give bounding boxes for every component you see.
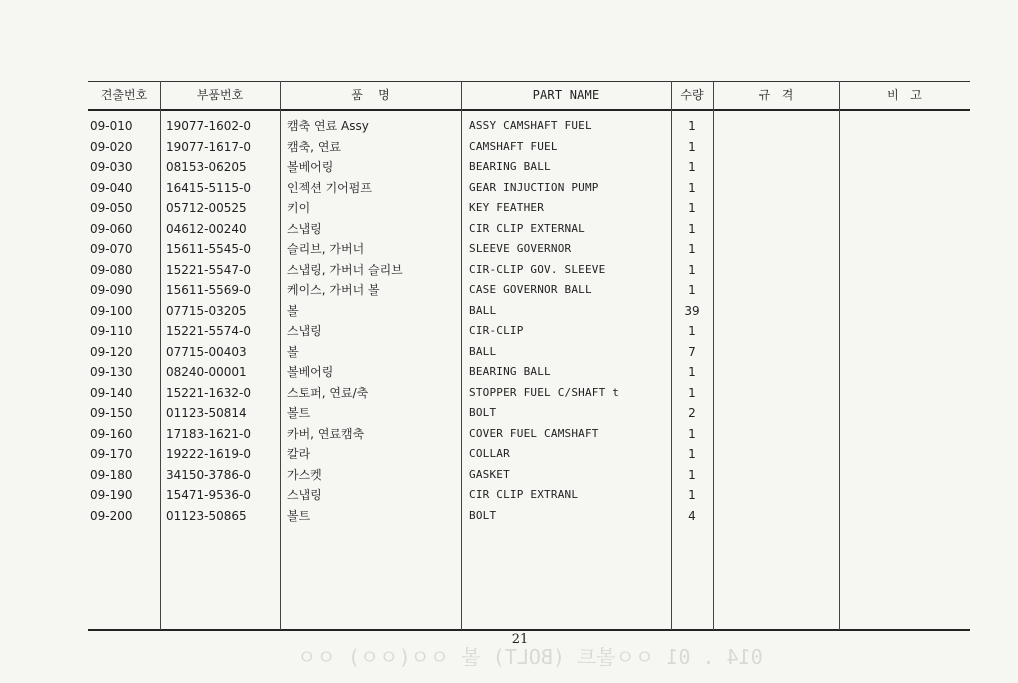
cell-part-no: 15221-1632-0	[166, 385, 252, 400]
cell-quantity: 1	[688, 467, 696, 482]
cell-name-korean: 스냅링	[287, 488, 322, 502]
cell-name-korean: 슬리브, 가버너	[287, 242, 365, 256]
cell-name-korean: 캠축, 연료	[287, 139, 341, 154]
cell-position-no: 09-040	[90, 180, 133, 195]
cell-position-no: 09-100	[90, 303, 133, 318]
bleed-through-text: 014 . 01 ㅇㅇ볼트 (BOLT) 볼 ㅇㅇ(ㅇㅇ) ㅇㅇ	[297, 645, 763, 669]
cell-position-no: 09-080	[90, 262, 133, 277]
cell-part-name: SLEEVE GOVERNOR	[469, 242, 572, 255]
cell-part-no: 07715-00403	[166, 344, 247, 359]
cell-quantity: 1	[688, 201, 696, 215]
cell-part-name: BALL	[469, 303, 497, 317]
cell-part-no: 34150-3786-0	[166, 467, 252, 482]
cell-part-name: COLLAR	[469, 447, 510, 460]
cell-position-no: 09-140	[90, 385, 133, 400]
cell-part-name: COVER FUEL CAMSHAFT	[469, 426, 599, 440]
bottom-rule	[88, 629, 970, 631]
cell-position-no: 09-130	[90, 365, 133, 379]
cell-part-no: 01123-50865	[166, 508, 247, 523]
cell-part-no: 19077-1617-0	[166, 139, 252, 154]
cell-quantity: 1	[688, 385, 696, 400]
cell-position-no: 09-170	[90, 447, 133, 461]
cell-quantity: 1	[688, 139, 696, 154]
cell-part-name: CASE GOVERNOR BALL	[469, 283, 592, 296]
cell-quantity: 1	[688, 324, 696, 338]
cell-quantity: 1	[688, 365, 696, 379]
cell-name-korean: 볼	[287, 303, 299, 318]
cell-name-korean: 스토퍼, 연료/축	[287, 385, 369, 400]
header-part-name: PART NAME	[532, 88, 600, 102]
cell-part-name: BEARING BALL	[469, 365, 551, 378]
cell-quantity: 1	[688, 242, 696, 256]
cell-part-no: 15471-9536-0	[166, 488, 252, 502]
cell-part-name: KEY FEATHER	[469, 201, 545, 214]
cell-quantity: 39	[684, 303, 700, 318]
cell-position-no: 09-070	[90, 242, 133, 256]
col-divider	[280, 81, 281, 630]
cell-position-no: 09-050	[90, 201, 133, 215]
cell-position-no: 09-020	[90, 139, 133, 154]
cell-part-no: 08240-00001	[166, 365, 247, 379]
header-name-korean: 품 명	[351, 88, 390, 102]
header-remarks: 비 고	[887, 88, 922, 102]
cell-part-no: 15221-5574-0	[166, 324, 252, 338]
cell-quantity: 1	[688, 221, 696, 236]
cell-part-name: CAMSHAFT FUEL	[469, 139, 558, 153]
cell-part-no: 17183-1621-0	[166, 426, 252, 441]
cell-part-no: 04612-00240	[166, 221, 247, 236]
cell-part-no: 19077-1602-0	[166, 119, 252, 133]
col-divider	[713, 81, 714, 630]
cell-quantity: 1	[688, 447, 696, 461]
cell-name-korean: 볼트	[287, 508, 311, 523]
cell-part-no: 08153-06205	[166, 160, 247, 174]
cell-part-no: 07715-03205	[166, 303, 247, 318]
cell-part-name: BOLT	[469, 508, 497, 522]
cell-quantity: 2	[688, 406, 696, 420]
cell-part-no: 15611-5545-0	[166, 242, 252, 256]
cell-part-name: CIR-CLIP	[469, 324, 524, 337]
header-spec: 규 격	[758, 88, 794, 102]
cell-name-korean: 인젝션 기어펌프	[287, 180, 372, 195]
cell-name-korean: 볼베어링	[287, 160, 334, 174]
cell-quantity: 7	[688, 344, 696, 359]
cell-name-korean: 키이	[287, 201, 311, 215]
cell-quantity: 1	[688, 180, 696, 195]
cell-name-korean: 카버, 연료캠축	[287, 426, 365, 441]
cell-part-name: BOLT	[469, 406, 497, 419]
header-quantity: 수량	[680, 88, 704, 102]
cell-position-no: 09-160	[90, 426, 133, 441]
cell-position-no: 09-200	[90, 508, 133, 523]
cell-name-korean: 스냅링	[287, 221, 322, 236]
cell-quantity: 1	[688, 283, 696, 297]
cell-part-name: BEARING BALL	[469, 160, 551, 173]
page-number: 21	[511, 632, 529, 647]
cell-name-korean: 볼트	[287, 406, 311, 420]
cell-position-no: 09-110	[90, 324, 133, 338]
cell-quantity: 1	[688, 119, 696, 133]
col-divider	[461, 81, 462, 630]
cell-name-korean: 케이스, 가버너 볼	[287, 283, 380, 297]
cell-name-korean: 가스켓	[287, 467, 322, 482]
cell-quantity: 1	[688, 488, 696, 502]
cell-quantity: 1	[688, 160, 696, 174]
cell-part-name: CIR-CLIP GOV. SLEEVE	[469, 262, 606, 276]
cell-name-korean: 볼베어링	[287, 365, 334, 379]
cell-name-korean: 캠축 연료 Assy	[287, 119, 369, 133]
cell-part-no: 05712-00525	[166, 201, 247, 215]
cell-position-no: 09-150	[90, 406, 133, 420]
cell-position-no: 09-190	[90, 488, 133, 502]
col-divider	[839, 81, 840, 630]
cell-position-no: 09-010	[90, 119, 133, 133]
cell-part-no: 15611-5569-0	[166, 283, 252, 297]
cell-quantity: 4	[688, 508, 696, 523]
cell-part-name: GEAR INJUCTION PUMP	[469, 180, 599, 194]
cell-quantity: 1	[688, 426, 696, 441]
cell-position-no: 09-060	[90, 221, 133, 236]
cell-part-no: 01123-50814	[166, 406, 247, 420]
cell-position-no: 09-180	[90, 467, 133, 482]
cell-part-no: 15221-5547-0	[166, 262, 252, 277]
header-part-no: 부품번호	[196, 88, 244, 102]
cell-quantity: 1	[688, 262, 696, 277]
cell-part-no: 19222-1619-0	[166, 447, 252, 461]
cell-part-name: CIR CLIP EXTRANL	[469, 488, 579, 501]
cell-name-korean: 스냅링	[287, 324, 322, 338]
parts-list-table	[88, 81, 970, 631]
header-position-no: 견출번호	[100, 88, 148, 102]
cell-part-name: GASKET	[469, 467, 510, 481]
cell-part-no: 16415-5115-0	[166, 180, 252, 195]
cell-position-no: 09-090	[90, 283, 133, 297]
cell-position-no: 09-030	[90, 160, 133, 174]
cell-part-name: BALL	[469, 344, 497, 358]
cell-part-name: ASSY CAMSHAFT FUEL	[469, 119, 592, 132]
cell-name-korean: 칼라	[287, 447, 311, 461]
cell-part-name: CIR CLIP EXTERNAL	[469, 221, 585, 235]
cell-name-korean: 볼	[287, 344, 299, 359]
cell-position-no: 09-120	[90, 344, 133, 359]
cell-name-korean: 스냅링, 가버너 슬리브	[287, 262, 403, 277]
col-divider	[160, 81, 161, 630]
header-bottom-rule	[88, 109, 970, 111]
cell-part-name: STOPPER FUEL C/SHAFT t	[469, 385, 620, 399]
